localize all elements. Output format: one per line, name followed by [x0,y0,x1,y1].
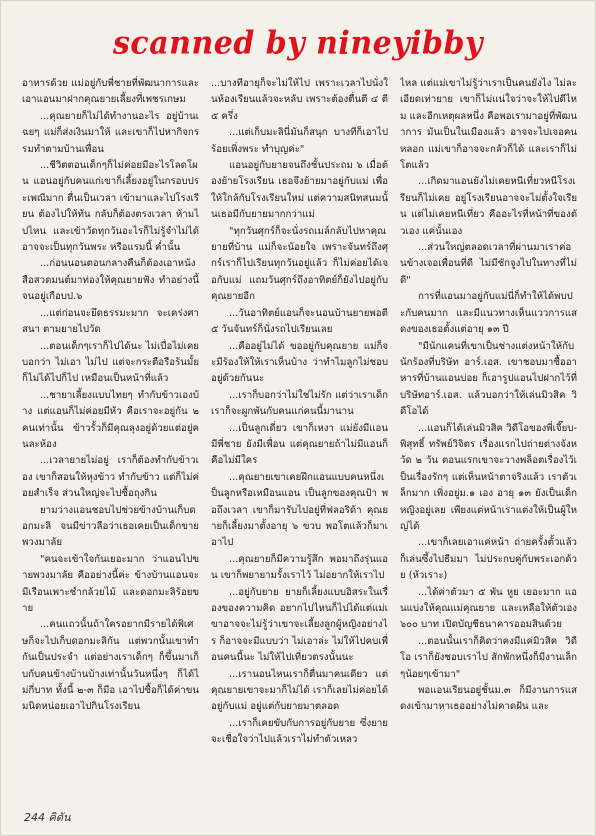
paragraph: ...เวลายายไม่อยู่ เราก็ต้องทำกับข้าวเอง เขาก็สอนให้หุงข้าว ทำกับข้าว แต่ก็ไม่ค่อยสำเร็จ ส่วนใหญ่จะไปซื้อถุงกิน [22,455,199,500]
paragraph: "มีนักแคนที่เขาเป็นช่างแต่งหน้าให้กับนักร้องที่บริษัท อาร์.เอส. เขาชอบมาซื้ออาหารที่บ้านแอนบ่อย ก็เอารูปแอนไปฝากไว้ที่บริษัทอาร์.เอส. แล้วบอกว่าให้เล่นมิวสิค วิดีโอได้ [400,340,577,418]
column-2 [211,76,388,788]
paragraph: ...วันอาทิตย์แอนก็จะนอนบ้านยายพอตี ๕ วันจันทร์ก็นั่งรถไปเรียนเลย [211,307,388,336]
paragraph: ...เป็นลูกเดี่ยว เขาก็เหงา แม่ยังมีแอน มีพี่ชาย ยังมีเพื่อน แต่คุณยายถ้าไม่มีแอนก็คือไม่มีใคร [211,422,388,467]
paragraph: ...ตอนเด็กๆเราก็ไปได้นะ ไม่เบื่อไม่เคยบอกว่า ไม่เอา ไม่ไป แต่จะกระตือรือร้นมั้ย ก็ไม่ได้ไปก็ไป เหมือนเป็นหน้าที่แล้ว [22,340,199,385]
paragraph: การที่แอนมาอยู่กับแม่นี่ก็ทำให้ได้พบปะกับคนมาก และมีแนวทางเห็นแววการแสดงของเธอตั้งแต่อายุ ๑๓ ปี [400,291,577,336]
paragraph: ...คุณยายก็มีความรู้สึก พอมาถึงรุ่นแอน เขาก็พยายามรั้งเราไว้ ไม่อยากให้เราไป [211,553,388,582]
paragraph: ...คืออยู่ไม่ได้ ขออยู่กับคุณยาย แม่ก็จะมีร้องให้ให้เราเห็นบ้าง ว่าทำไมลูกไม่ชอบอยู่ด้วยกันนะ [211,340,388,385]
paragraph: ...ก่อนนอนตอนกลางคืนก็ต้องเอาหนังสือสวดมนต์มาท่องให้คุณยายฟัง ทำอย่างนี้จนอยู่เกือบป.๖ [22,258,199,303]
paragraph: ...เราก็บอกว่าไม่ใช่ไม่รัก แต่ว่าเราเด็กเราก็จะผูกพันกับคนแก่คนนี้มานาน [211,389,388,418]
paragraph: ยามว่างแอนชอบไปช่วยข้างบ้านเก็บดอกมะลิ จนมีข่าวลือว่าเธอเคยเป็นเด็กขายพวงมาลัย [22,504,199,549]
paragraph: อาหารด้วย แม่อยู่กับพี่ชายที่พัฒนาการและเอาแอนมาฝากคุณยายเลี้ยงที่เพชรเกษม [22,78,199,106]
paragraph: ...ได้ค่าตัวมา ๕ พัน หูย เยอะมาก แอนแบ่งให้คุณแม่คุณยาย และเหลือให้ตัวเอง ๖๐๐ บาท เปิดบัญชีธนาคารออมสินด้วย [400,586,577,631]
paragraph: ...อยู่กับยาย ยายก็เลี้ยงแบบอิสระในเรื่องของความคิด อยากไปไหนก็ไปได้แต่แม่เขาอาจจะไม่รู้ว่าเขาจะเลี้ยงลูกผู้หญิงอย่างไร ก็อาจจะมีแบบว่า ไม่เอาล่ะ ไม่ให้ไปคบเพื่อนคนนี้นะ ไม่ให้ไปเที่ยวตรงนั้นนะ [211,586,388,664]
paragraph: พอแอนเรียนอยู่ชั้นม.๓ ก็มีงานการแสดงเข้ามาหาเธออย่างไม่คาดฝัน และ [400,685,577,713]
paragraph: ...คุณยายเขาเคยฝึกแอนแบบคนหนึ่งเป็นลูกหรือเหมือนแอน เป็นลูกของคุณป้า พอถึงเวลา เขาก็มารับไปอยู่ที่ฟลอริด้า คุณยายก็เลี้ยงมาตั้งอายุ ๖ ขวบ พอโตแล้วก็มาเอาไป [211,471,388,549]
article-body [22,76,578,788]
column-3 [400,76,577,788]
paragraph: ...แอนก็ได้เล่นมิวสิค วิดีโอของพี่เจี๊ยบ-พิสุทธิ์ ทรัพย์วิจิตร เรื่องแรกไปถ่ายต่างจังหวัด ๒ วัน ตอนแรกเขาจะวางพล็อตเรื่องไว้เป็นเรื่องรักๆ แต่เห็นหน้าตาจริงแล้ว เราตัวเล็กมาก เพิ่งอยู่ม.๑ เอง อายุ ๑๓ ยังเป็นเด็กหญิงอยู่เลย เพียงแต่หน้าเราแต่งให้เป็นผู้ใหญ่ได้ [400,422,577,532]
paragraph: ...แต่เก็บมะลินี่มันก็สนุก บางทีก็เอาไปร้อยเพิ่งพระ ทำบุญค่ะ" [211,127,388,155]
page-number: 244 คิดัน [24,811,71,824]
column-1 [22,76,199,788]
paragraph: แอนอยู่กับยายจนถึงชั้นประถม ๖ เมื่อต้องย้ายโรงเรียน เธอจึงย้ายมาอยู่กับแม่ เพื่อให้ใกล้กับโรงเรียนใหม่ แต่ความสนิทสนมนั้นเธอมีกับยายมากกว่าแม่ [211,160,388,221]
paragraph: ...เรานอนไหนเราก็ตื่นมาคนเดียว แต่คุณยายเขาจะมาก็ไม่ได้ เราก็เลยไม่ค่อยได้อยู่กับแม่ อยู่แต่กับยายมาตลอด [211,668,388,713]
paragraph: ...คนแถวนั้นถ้าใครอยากมีรายได้พิเศษก็จะไปเก็บดอกมะลิกัน แต่พวกนั้นเขาทำกันเป็นประจำ แต่อย่างเราเด็กๆ ก็ขึ้นมาเก็บกับคนข้างบ้านบ้างเท่านั้นวันหนึ่งๆ ก็ได้ไม่กี่บาท ทั้งนี้ ๒-๓ ก็มีอ เอาไปซื้อก็ได้ค่าขนมนิดหน่อยเอาไปกินโรงเรียน [22,619,199,713]
paragraph: ...บางทีอายุก็จะไม่ให้ไป เพราะเวลาไปนั่งในห้องเรียนแล้วจะหลับ เพราะต้องตื่นตี ๔ ตี ๕ ครึ่ง [211,78,388,122]
paragraph: "ทุกวันศุกร์ก็จะนั่งรถเมล์กลับไปหาคุณยายที่บ้าน แม่ก็จะน้อยใจ เพราะจันทร์ถึงศุกร์เราก็ไปเรียนทุกวันอยู่แล้ว ก็ไม่ค่อยได้เจอกับแม่ แถมวันศุกร์ถึงอาทิตย์ก็ยังไปอยู่กับคุณยายอีก [211,225,388,303]
paragraph: ...แต่ก่อนจะยึดธรรมะมาก จะเคร่งศาสนา ตามยายไปวัด [22,307,199,336]
paragraph: ...เราก็เคยขับกับการอยู่กับยาย ซึ่งยายจะเชื่อใจว่าไปแล้วเราไม่ทำตัวเหลว [211,717,388,746]
paragraph: ...ชายาเลี้ยงแบบไทยๆ ทำกับข้าวเองบ้าง แต่แอนก็ไม่ค่อยมีหัว คือเราจะอยู่กัน ๒ คนเท่านั้น ข้าวรั้วก็มีคุณลุงอยู่ด้วยแต่อยู่คนละห้อง [22,389,199,450]
paragraph: ...ตอนนั้นเราก็คิดว่าคงมีแค่มิวสิค วิดีโอ เราก็ยังชอบเราไป สักพักหนึ่งก็มีงานเล็กๆน้อยๆเข้ามา" [400,635,577,680]
paragraph: ...ส่วนใหญ่ตลอดเวลาที่ผ่านมาเราค่อนข้างเจอเพื่อนที่ดี ไม่มีชักจูงไปในทางที่ไม่ดี" [400,242,577,286]
paragraph: ไหล แต่แม่เขาไม่รู้ว่าเราเป็นคนยังไง ไม่ละเอียดเท่ายาย เขาก็ไม่แน่ใจว่าจะให้ไปดีไหม และอีกเหตุผลหนึ่ง คือพอเรามาอยู่ที่พัฒนาการ มันเป็นในเมืองแล้ว อาจจะไปเจอคนหลอก แม่เขาก็อาจจะกลัวก็ได้ และเราก็ไม่โตแล้ว [400,78,577,172]
page-title: scanned by nineyibby [113,25,483,62]
paragraph: "คนจะเข้าใจกันเยอะมาก ว่าแอนไปขายพวงมาลัย คืออย่างนี้ค่ะ ข้างบ้านแอนจะมีเรือนเพาะชำกล้วยไม้ และดอกมะลิร้อยขาย [22,553,199,614]
paragraph: ...ชีวิตตอนเด็กๆก็ไม่ค่อยมีอะไรโลดโผน แอนอยู่กับคนแก่เขาก็เลี้ยงอยู่ในกรอบประเพณีมาก ตื่นเป็นเวลา เข้ามาและไปโรงเรียน ต้องไปให้ทัน กลับก็ต้องตรงเวลา ห้ามไปไหน และเข้าวัดทุกวันอะไรก็ไม่รู้จำไม่ได้ อาจจะเป็นทุกวันพระ หรือแรมนี้ ค่ำนั้น [22,160,199,254]
paragraph: ...เขาก็เลยเอาแค่หน้า ถ่ายครั้งตั้วแล้วก็เล่นซึ้งไปธีมมา ไม่ประกบคู่กับพระเอกด้วย (หัวเราะ) [400,537,577,582]
paragraph: ...คุณยายก็ไม่ได้ทำงานอะไร อยู่บ้านเฉยๆ แม่ก็ส่งเงินมาให้ และเขาก็ไปหากิจกรรมทำตามบ้านเพื่อน [22,110,199,155]
paragraph: ...เกิดมาแอนยังไม่เคยหนีเที่ยวหนีโรงเรียนก็ไม่เคย อยู่โรงเรียนอาจจะไม่ตั้งใจเรียน แต่ไม่เคยหนีเที่ยว คืออะไรที่หน้าที่ของตัวเอง แค่นั้นเอง [400,176,577,237]
